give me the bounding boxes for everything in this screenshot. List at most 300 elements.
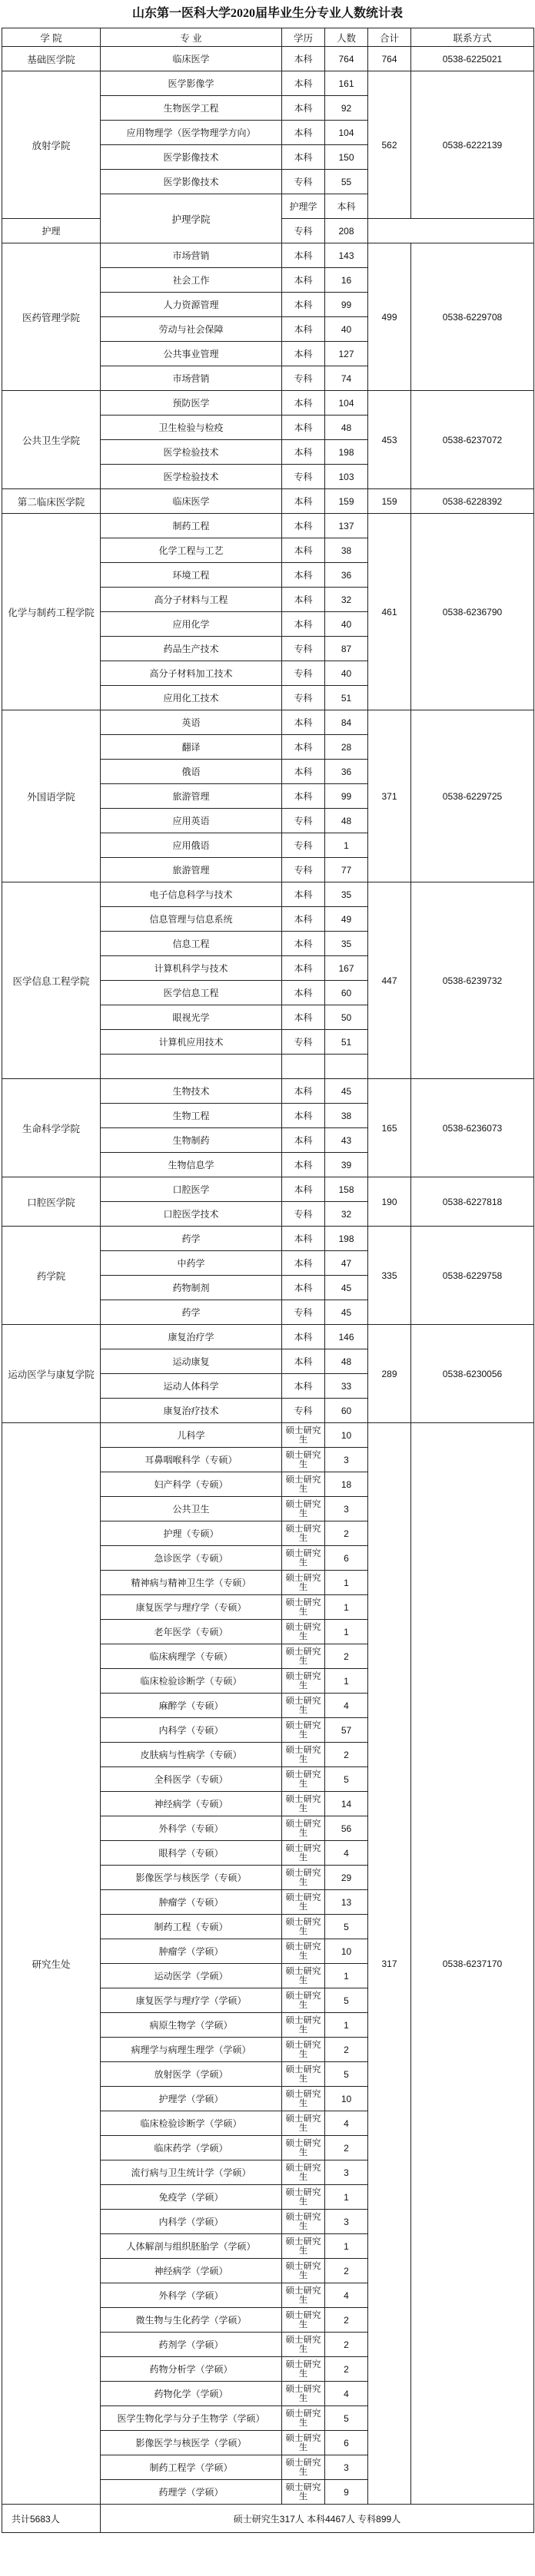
header-level: 学历 bbox=[282, 28, 325, 47]
student-count: 5 bbox=[325, 1988, 368, 2013]
college-total: 562 bbox=[368, 71, 411, 219]
student-count: 1 bbox=[325, 2013, 368, 2038]
education-level: 硕士研究生 bbox=[282, 2431, 325, 2455]
education-level: 硕士研究生 bbox=[282, 1866, 325, 1890]
major-name: 生物工程 bbox=[101, 1104, 282, 1128]
student-count: 1 bbox=[325, 1595, 368, 1620]
education-level: 本科 bbox=[282, 1276, 325, 1300]
student-count: 33 bbox=[325, 1374, 368, 1399]
major-name: 环境工程 bbox=[101, 563, 282, 588]
education-level: 硕士研究生 bbox=[282, 2160, 325, 2185]
education-level: 硕士研究生 bbox=[282, 2062, 325, 2087]
major-name: 外科学（专硕） bbox=[101, 1816, 282, 1841]
student-count: 1 bbox=[325, 1620, 368, 1644]
education-level: 硕士研究生 bbox=[282, 1423, 325, 1448]
student-count: 36 bbox=[325, 760, 368, 784]
education-level: 专科 bbox=[282, 809, 325, 833]
student-count: 9 bbox=[325, 2480, 368, 2505]
college-name: 药学院 bbox=[2, 1227, 101, 1325]
major-name: 药学 bbox=[101, 1300, 282, 1325]
education-level: 专科 bbox=[282, 1300, 325, 1325]
education-level: 本科 bbox=[282, 145, 325, 170]
education-level: 本科 bbox=[282, 588, 325, 612]
contact-phone: 0538-6236073 bbox=[411, 1079, 534, 1177]
footer-row bbox=[2, 2505, 534, 2533]
student-count: 51 bbox=[325, 1030, 368, 1055]
major-name: 生物技术 bbox=[101, 1079, 282, 1104]
education-level: 硕士研究生 bbox=[282, 2455, 325, 2480]
major-name: 影像医学与核医学（学硕） bbox=[101, 2431, 282, 2455]
education-level: 硕士研究生 bbox=[282, 1988, 325, 2013]
student-count: 10 bbox=[325, 2087, 368, 2111]
student-count: 99 bbox=[325, 293, 368, 317]
student-count: 18 bbox=[325, 1472, 368, 1497]
contact-phone: 0538-6229725 bbox=[411, 710, 534, 882]
major-name: 人体解剖与组织胚胎学（学硕） bbox=[101, 2234, 282, 2259]
education-level: 本科 bbox=[325, 194, 368, 219]
college-total: 371 bbox=[368, 710, 411, 882]
student-count: 77 bbox=[325, 858, 368, 882]
education-level: 硕士研究生 bbox=[282, 1521, 325, 1546]
education-level: 硕士研究生 bbox=[282, 1767, 325, 1792]
student-count: 57 bbox=[325, 1718, 368, 1743]
student-count: 51 bbox=[325, 686, 368, 710]
college-name: 医学信息工程学院 bbox=[2, 882, 101, 1079]
major-name: 应用物理学（医学物理学方向） bbox=[101, 121, 282, 145]
major-name: 人力资源管理 bbox=[101, 293, 282, 317]
education-level: 专科 bbox=[282, 637, 325, 661]
education-level: 硕士研究生 bbox=[282, 2382, 325, 2406]
major-name: 耳鼻咽喉科学（专硕） bbox=[101, 1448, 282, 1472]
graduate-statistics-table bbox=[2, 28, 534, 2533]
student-count: 143 bbox=[325, 243, 368, 268]
student-count: 32 bbox=[325, 588, 368, 612]
student-count: 764 bbox=[325, 47, 368, 71]
major-name: 影像医学与核医学（专硕） bbox=[101, 1866, 282, 1890]
student-count: 99 bbox=[325, 784, 368, 809]
student-count: 29 bbox=[325, 1866, 368, 1890]
major-name: 神经病学（学硕） bbox=[101, 2259, 282, 2283]
education-level: 硕士研究生 bbox=[282, 1595, 325, 1620]
major-name: 老年医学（专硕） bbox=[101, 1620, 282, 1644]
student-count: 4 bbox=[325, 2382, 368, 2406]
education-level: 专科 bbox=[282, 366, 325, 391]
college-total: 447 bbox=[368, 882, 411, 1079]
major-name: 康复医学与理疗学（学硕） bbox=[101, 1988, 282, 2013]
table-title: 山东第一医科大学2020届毕业生分专业人数统计表 bbox=[131, 7, 403, 20]
education-level: 硕士研究生 bbox=[282, 1718, 325, 1743]
major-name: 信息工程 bbox=[101, 932, 282, 956]
education-level: 硕士研究生 bbox=[282, 1890, 325, 1915]
major-name: 俄语 bbox=[101, 760, 282, 784]
major-name: 临床检验诊断学（学硕） bbox=[101, 2111, 282, 2136]
college-name: 护理学院 bbox=[101, 194, 282, 243]
college-name: 外国语学院 bbox=[2, 710, 101, 882]
contact-phone: 0538-6239732 bbox=[411, 882, 534, 1079]
education-level: 本科 bbox=[282, 981, 325, 1005]
education-level: 硕士研究生 bbox=[282, 2111, 325, 2136]
major-name: 医学影像技术 bbox=[101, 170, 282, 194]
major-name: 公共卫生 bbox=[101, 1497, 282, 1521]
college-total: 190 bbox=[368, 1177, 411, 1227]
college-name: 口腔医学院 bbox=[2, 1177, 101, 1227]
major-name: 公共事业管理 bbox=[101, 342, 282, 366]
student-count bbox=[325, 1055, 368, 1079]
education-level: 本科 bbox=[282, 784, 325, 809]
student-count: 159 bbox=[325, 489, 368, 514]
college-name: 医药管理学院 bbox=[2, 243, 101, 391]
major-name: 临床病理学（专硕） bbox=[101, 1644, 282, 1669]
student-count: 28 bbox=[325, 735, 368, 760]
contact-phone: 0538-6237170 bbox=[411, 1423, 534, 2505]
college-name: 研究生处 bbox=[2, 1423, 101, 2505]
education-level: 专科 bbox=[282, 465, 325, 489]
student-count: 161 bbox=[325, 71, 368, 96]
education-level: 本科 bbox=[282, 760, 325, 784]
contact-phone: 0538-6227818 bbox=[411, 1177, 534, 1227]
major-name: 旅游管理 bbox=[101, 784, 282, 809]
education-level: 硕士研究生 bbox=[282, 1571, 325, 1595]
major-name: 劳动与社会保障 bbox=[101, 317, 282, 342]
education-level: 硕士研究生 bbox=[282, 1644, 325, 1669]
table-row bbox=[2, 514, 534, 538]
education-level bbox=[282, 1055, 325, 1079]
major-name: 全科医学（专硕） bbox=[101, 1767, 282, 1792]
major-name: 市场营销 bbox=[101, 366, 282, 391]
student-count: 48 bbox=[325, 1349, 368, 1374]
major-name: 肿瘤学（学硕） bbox=[101, 1939, 282, 1964]
student-count: 137 bbox=[325, 514, 368, 538]
major-name: 翻译 bbox=[101, 735, 282, 760]
education-level: 专科 bbox=[282, 1202, 325, 1227]
student-count: 2 bbox=[325, 1521, 368, 1546]
student-count: 5 bbox=[325, 1767, 368, 1792]
footer-summary: 硕士研究生317人 本科4467人 专科899人 bbox=[101, 2505, 534, 2533]
grand-total: 共计5683人 bbox=[2, 2505, 101, 2533]
education-level: 硕士研究生 bbox=[282, 2406, 325, 2431]
major-name: 药物分析学（学硕） bbox=[101, 2357, 282, 2382]
major-name: 药品生产技术 bbox=[101, 637, 282, 661]
major-name: 免疫学（学硕） bbox=[101, 2185, 282, 2210]
student-count: 2 bbox=[325, 2038, 368, 2062]
major-name: 医学影像学 bbox=[101, 71, 282, 96]
student-count: 146 bbox=[325, 1325, 368, 1349]
education-level: 硕士研究生 bbox=[282, 1743, 325, 1767]
major-name: 口腔医学技术 bbox=[101, 1202, 282, 1227]
education-level: 硕士研究生 bbox=[282, 2480, 325, 2505]
student-count: 4 bbox=[325, 1694, 368, 1718]
college-total: 159 bbox=[368, 489, 411, 514]
college-total: 317 bbox=[368, 1423, 411, 2505]
education-level: 本科 bbox=[282, 710, 325, 735]
table-row bbox=[2, 243, 534, 268]
table-row bbox=[2, 1079, 534, 1104]
student-count: 158 bbox=[325, 1177, 368, 1202]
table-row bbox=[2, 1177, 534, 1202]
student-count: 74 bbox=[325, 366, 368, 391]
major-name: 药理学（学硕） bbox=[101, 2480, 282, 2505]
major-name: 病原生物学（学硕） bbox=[101, 2013, 282, 2038]
student-count: 60 bbox=[325, 1399, 368, 1423]
contact-phone: 0538-6228392 bbox=[411, 489, 534, 514]
education-level: 本科 bbox=[282, 1325, 325, 1349]
education-level: 本科 bbox=[282, 416, 325, 440]
student-count: 2 bbox=[325, 2136, 368, 2160]
college-total: 335 bbox=[368, 1227, 411, 1325]
education-level: 本科 bbox=[282, 1177, 325, 1202]
student-count: 4 bbox=[325, 1841, 368, 1866]
college-name: 基础医学院 bbox=[2, 47, 101, 71]
major-name: 内科学（专硕） bbox=[101, 1718, 282, 1743]
major-name: 医学检验技术 bbox=[101, 465, 282, 489]
education-level: 本科 bbox=[282, 317, 325, 342]
student-count: 38 bbox=[325, 538, 368, 563]
student-count: 50 bbox=[325, 1005, 368, 1030]
header-count: 人数 bbox=[325, 28, 368, 47]
major-name: 肿瘤学（专硕） bbox=[101, 1890, 282, 1915]
major-name: 药物制剂 bbox=[101, 1276, 282, 1300]
education-level: 本科 bbox=[282, 96, 325, 121]
major-name: 药物化学（学硕） bbox=[101, 2382, 282, 2406]
student-count: 36 bbox=[325, 563, 368, 588]
major-name: 制药工程 bbox=[101, 514, 282, 538]
college-name: 运动医学与康复学院 bbox=[2, 1325, 101, 1423]
contact-phone: 0538-6237072 bbox=[411, 391, 534, 489]
major-name: 应用俄语 bbox=[101, 833, 282, 858]
major-name: 病理学与病理生理学（学硕） bbox=[101, 2038, 282, 2062]
student-count: 32 bbox=[325, 1202, 368, 1227]
major-name: 高分子材料加工技术 bbox=[101, 661, 282, 686]
student-count: 2 bbox=[325, 2308, 368, 2333]
student-count: 40 bbox=[325, 612, 368, 637]
student-count: 1 bbox=[325, 1964, 368, 1988]
education-level: 硕士研究生 bbox=[282, 1472, 325, 1497]
contact-phone: 0538-6225021 bbox=[411, 47, 534, 71]
education-level: 硕士研究生 bbox=[282, 2283, 325, 2308]
major-name: 微生物与生化药学（学硕） bbox=[101, 2308, 282, 2333]
major-name: 化学工程与工艺 bbox=[101, 538, 282, 563]
college-total: 165 bbox=[368, 1079, 411, 1177]
student-count: 48 bbox=[325, 809, 368, 833]
student-count: 1 bbox=[325, 833, 368, 858]
education-level: 本科 bbox=[282, 956, 325, 981]
header-total: 合计 bbox=[368, 28, 411, 47]
student-count: 10 bbox=[325, 1423, 368, 1448]
student-count: 2 bbox=[325, 2357, 368, 2382]
education-level: 硕士研究生 bbox=[282, 1816, 325, 1841]
student-count: 39 bbox=[325, 1153, 368, 1177]
education-level: 硕士研究生 bbox=[282, 1694, 325, 1718]
major-name: 高分子材料与工程 bbox=[101, 588, 282, 612]
major-name: 运动康复 bbox=[101, 1349, 282, 1374]
table-row bbox=[2, 1423, 534, 1448]
major-name: 生物医学工程 bbox=[101, 96, 282, 121]
student-count: 4 bbox=[325, 2283, 368, 2308]
major-name: 生物制药 bbox=[101, 1128, 282, 1153]
contact-phone: 0538-6229758 bbox=[411, 1227, 534, 1325]
education-level: 硕士研究生 bbox=[282, 1497, 325, 1521]
major-name: 应用化工技术 bbox=[101, 686, 282, 710]
student-count: 127 bbox=[325, 342, 368, 366]
student-count: 40 bbox=[325, 661, 368, 686]
major-name: 儿科学 bbox=[101, 1423, 282, 1448]
education-level: 本科 bbox=[282, 440, 325, 465]
education-level: 本科 bbox=[282, 1251, 325, 1276]
student-count: 3 bbox=[325, 2160, 368, 2185]
education-level: 硕士研究生 bbox=[282, 1620, 325, 1644]
education-level: 硕士研究生 bbox=[282, 2259, 325, 2283]
student-count: 10 bbox=[325, 1939, 368, 1964]
student-count: 49 bbox=[325, 907, 368, 932]
education-level: 硕士研究生 bbox=[282, 2333, 325, 2357]
education-level: 本科 bbox=[282, 1104, 325, 1128]
major-name: 药剂学（学硕） bbox=[101, 2333, 282, 2357]
student-count: 2 bbox=[325, 1743, 368, 1767]
major-name: 临床药学（学硕） bbox=[101, 2136, 282, 2160]
college-total: 289 bbox=[368, 1325, 411, 1423]
education-level: 本科 bbox=[282, 1005, 325, 1030]
education-level: 本科 bbox=[282, 612, 325, 637]
education-level: 本科 bbox=[282, 1153, 325, 1177]
student-count: 1 bbox=[325, 1669, 368, 1694]
education-level: 本科 bbox=[282, 342, 325, 366]
education-level: 硕士研究生 bbox=[282, 1546, 325, 1571]
education-level: 硕士研究生 bbox=[282, 2013, 325, 2038]
student-count: 3 bbox=[325, 1497, 368, 1521]
major-name: 临床医学 bbox=[101, 47, 282, 71]
education-level: 硕士研究生 bbox=[282, 2185, 325, 2210]
student-count: 60 bbox=[325, 981, 368, 1005]
education-level: 硕士研究生 bbox=[282, 2308, 325, 2333]
table-row bbox=[2, 71, 534, 96]
table-row bbox=[2, 489, 534, 514]
contact-phone: 0538-6230056 bbox=[411, 1325, 534, 1423]
major-name: 口腔医学 bbox=[101, 1177, 282, 1202]
college-name: 第二临床医学院 bbox=[2, 489, 101, 514]
major-name: 计算机科学与技术 bbox=[101, 956, 282, 981]
student-count: 35 bbox=[325, 932, 368, 956]
contact-phone: 0538-6236790 bbox=[411, 514, 534, 710]
major-name: 应用英语 bbox=[101, 809, 282, 833]
student-count: 14 bbox=[325, 1792, 368, 1816]
major-name: 康复治疗技术 bbox=[101, 1399, 282, 1423]
student-count: 43 bbox=[325, 1128, 368, 1153]
major-name: 临床检验诊断学（专硕） bbox=[101, 1669, 282, 1694]
education-level: 硕士研究生 bbox=[282, 2087, 325, 2111]
student-count: 5 bbox=[325, 2062, 368, 2087]
education-level: 本科 bbox=[282, 1227, 325, 1251]
college-name: 公共卫生学院 bbox=[2, 391, 101, 489]
education-level: 本科 bbox=[282, 538, 325, 563]
student-count: 1 bbox=[325, 2185, 368, 2210]
education-level: 本科 bbox=[282, 1349, 325, 1374]
student-count: 1 bbox=[325, 2234, 368, 2259]
college-total: 499 bbox=[368, 243, 411, 391]
major-name: 制药工程（专硕） bbox=[101, 1915, 282, 1939]
major-name: 预防医学 bbox=[101, 391, 282, 416]
education-level: 硕士研究生 bbox=[282, 1841, 325, 1866]
major-name: 市场营销 bbox=[101, 243, 282, 268]
header-row bbox=[2, 28, 534, 47]
education-level: 本科 bbox=[282, 1079, 325, 1104]
education-level: 本科 bbox=[282, 243, 325, 268]
student-count: 2 bbox=[325, 2259, 368, 2283]
education-level: 本科 bbox=[282, 1374, 325, 1399]
table-row bbox=[2, 882, 534, 907]
education-level: 本科 bbox=[282, 391, 325, 416]
student-count: 5 bbox=[325, 2406, 368, 2431]
student-count: 3 bbox=[325, 2210, 368, 2234]
table-row bbox=[2, 1325, 534, 1349]
header-phone: 联系方式 bbox=[411, 28, 534, 47]
student-count: 208 bbox=[325, 219, 368, 243]
education-level: 专科 bbox=[282, 858, 325, 882]
student-count: 45 bbox=[325, 1276, 368, 1300]
major-name: 运动人体科学 bbox=[101, 1374, 282, 1399]
education-level: 硕士研究生 bbox=[282, 1939, 325, 1964]
education-level: 硕士研究生 bbox=[282, 1915, 325, 1939]
college-total: 461 bbox=[368, 514, 411, 710]
major-name: 医学检验技术 bbox=[101, 440, 282, 465]
major-name: 护理学（学硕） bbox=[101, 2087, 282, 2111]
education-level: 硕士研究生 bbox=[282, 2136, 325, 2160]
education-level: 本科 bbox=[282, 1128, 325, 1153]
student-count: 1 bbox=[325, 1571, 368, 1595]
student-count: 45 bbox=[325, 1300, 368, 1325]
major-name: 应用化学 bbox=[101, 612, 282, 637]
education-level: 专科 bbox=[282, 1030, 325, 1055]
major-name: 制药工程学（学硕） bbox=[101, 2455, 282, 2480]
student-count: 5 bbox=[325, 1915, 368, 1939]
major-name: 康复医学与理疗学（专硕） bbox=[101, 1595, 282, 1620]
major-name: 神经病学（专硕） bbox=[101, 1792, 282, 1816]
student-count: 45 bbox=[325, 1079, 368, 1104]
education-level: 硕士研究生 bbox=[282, 1964, 325, 1988]
major-name: 护理（专硕） bbox=[101, 1521, 282, 1546]
student-count: 55 bbox=[325, 170, 368, 194]
major-name: 英语 bbox=[101, 710, 282, 735]
table-row bbox=[2, 391, 534, 416]
education-level: 专科 bbox=[282, 661, 325, 686]
student-count: 3 bbox=[325, 1448, 368, 1472]
education-level: 专科 bbox=[282, 170, 325, 194]
major-name: 急诊医学（专硕） bbox=[101, 1546, 282, 1571]
major-name: 医学信息工程 bbox=[101, 981, 282, 1005]
student-count: 13 bbox=[325, 1890, 368, 1915]
contact-phone: 0538-6222139 bbox=[411, 71, 534, 219]
education-level: 硕士研究生 bbox=[282, 2210, 325, 2234]
major-name: 社会工作 bbox=[101, 268, 282, 293]
education-level: 本科 bbox=[282, 907, 325, 932]
student-count: 104 bbox=[325, 121, 368, 145]
college-total: 453 bbox=[368, 391, 411, 489]
education-level: 本科 bbox=[282, 293, 325, 317]
student-count: 167 bbox=[325, 956, 368, 981]
major-name: 精神病与精神卫生学（专硕） bbox=[101, 1571, 282, 1595]
table-row bbox=[2, 1227, 534, 1251]
student-count: 2 bbox=[325, 2333, 368, 2357]
education-level: 硕士研究生 bbox=[282, 1792, 325, 1816]
education-level: 本科 bbox=[282, 514, 325, 538]
student-count: 87 bbox=[325, 637, 368, 661]
student-count: 2 bbox=[325, 1644, 368, 1669]
college-total: 764 bbox=[368, 47, 411, 71]
major-name: 信息管理与信息系统 bbox=[101, 907, 282, 932]
major-name: 临床医学 bbox=[101, 489, 282, 514]
major-name: 药学 bbox=[101, 1227, 282, 1251]
major-name: 麻醉学（专硕） bbox=[101, 1694, 282, 1718]
major-name: 皮肤病与性病学（专硕） bbox=[101, 1743, 282, 1767]
